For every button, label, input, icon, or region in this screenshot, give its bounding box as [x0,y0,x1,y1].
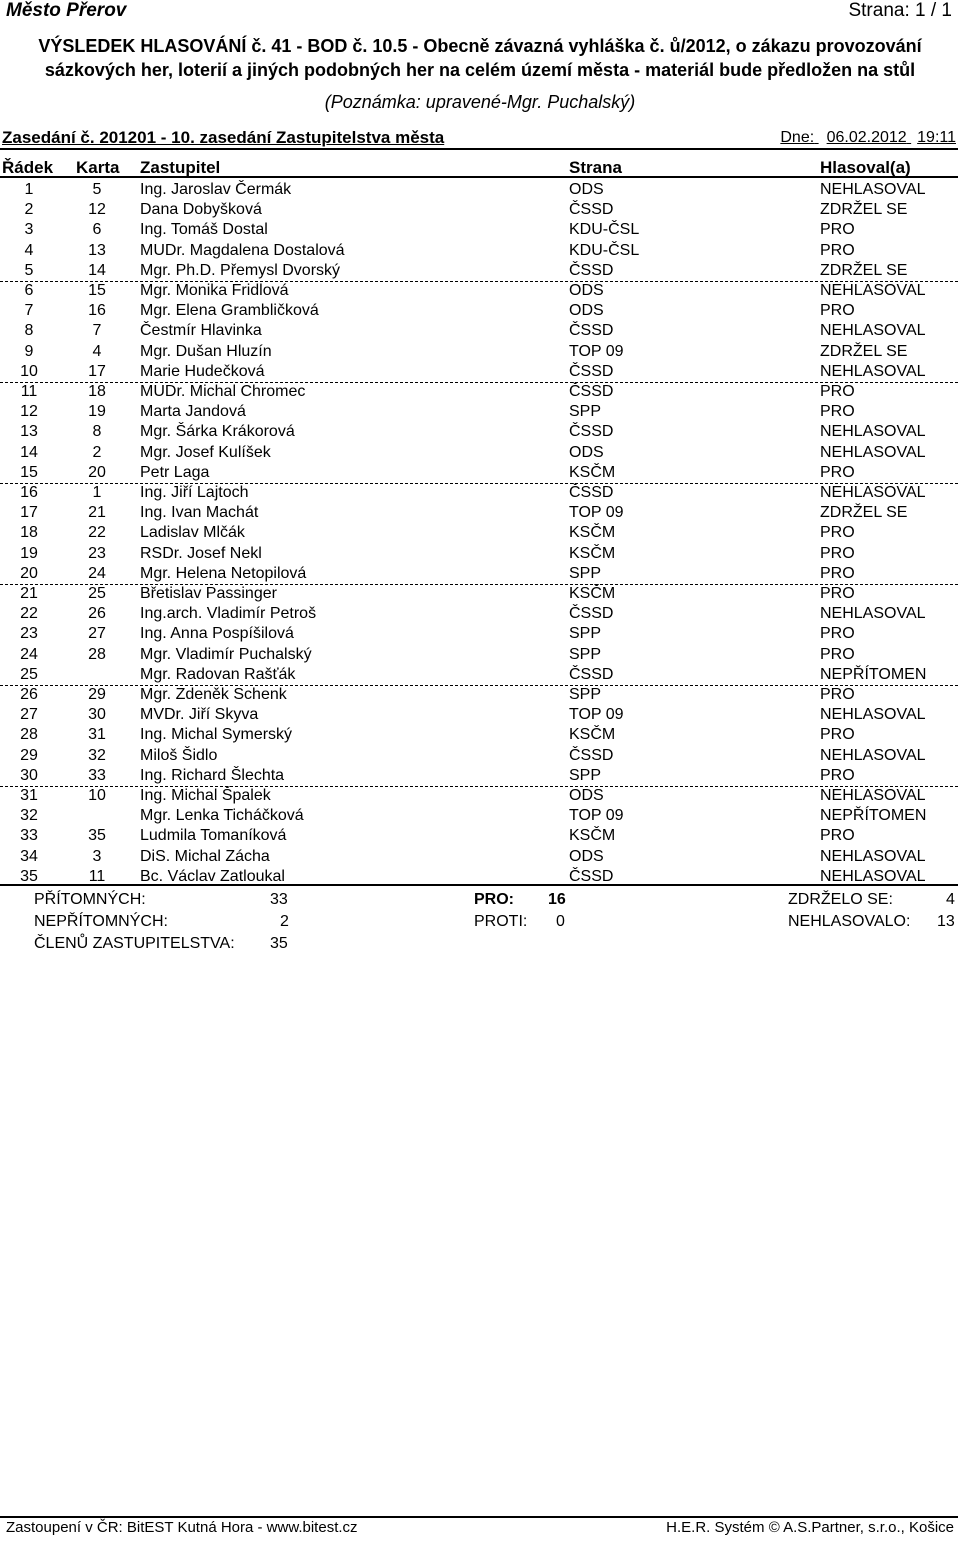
table-row [0,301,958,321]
representative-name: MUDr. Magdalena Dostalová [140,241,345,259]
vote: ZDRŽEL SE [820,201,908,219]
party: ODS [569,302,604,320]
party: TOP 09 [569,342,624,360]
party: ČSSD [569,746,614,764]
vote-note: (Poznámka: upravené-Mgr. Puchalský) [324,92,636,112]
table-row [0,443,958,463]
vote: PRO [820,686,855,703]
party: KSČM [569,544,616,562]
card-number: 2 [92,443,102,461]
representative-name: Mgr. Lenka Ticháčková [140,807,304,825]
party: KSČM [569,463,616,481]
vote: PRO [820,645,855,663]
party: SPP [569,564,602,582]
party: ODS [569,847,604,865]
card-number: 21 [88,504,106,522]
card-number: 15 [88,282,106,299]
date-value: 06.02.2012 [826,129,907,146]
pro-value: 16 [548,891,566,908]
table-row [0,342,958,362]
absent-label: NEPŘÍTOMNÝCH: [34,913,168,930]
table-row [0,241,958,261]
party: ČSSD [569,362,614,380]
party: SPP [569,686,602,703]
table-row [0,362,958,383]
document-title-line-2: sázkových her, loterií a jiných podobných her na celém území města - materiál bude předložen na stůl [44,60,916,80]
party: ČSSD [569,867,614,885]
vote: NEPŘÍTOMEN [820,665,927,683]
row-number: 19 [20,544,38,562]
representative-name: Břetislav Passinger [140,585,277,602]
table-row [0,281,958,301]
vote: NEHLASOVAL [820,443,926,461]
card-number: 8 [92,423,102,441]
proti-label: PROTI: [474,913,528,930]
representative-name: Marta Jandová [140,403,246,421]
vote: ZDRŽEL SE [820,261,908,279]
table-row [0,422,958,442]
document-title-line-1: VÝSLEDEK HLASOVÁNÍ č. 41 - BOD č. 10.5 - Obecně závazná vyhláška č. ů/2012, o zákazu provozování [38,36,922,56]
vote: PRO [820,625,855,643]
representative-name: Ing. Michal Špalek [140,787,271,804]
table-row [0,685,958,705]
table-row [0,261,958,282]
representative-name: Mgr. Šárka Krákorová [140,423,295,441]
representative-name: Mgr. Radovan Rašťák [140,665,296,683]
party: ČSSD [569,322,614,340]
row-number: 4 [24,241,34,259]
row-number: 22 [20,605,38,623]
row-number: 10 [20,362,38,380]
table-row [0,705,958,725]
vote: PRO [820,383,855,400]
vote: PRO [820,221,855,239]
card-number: 30 [88,706,106,724]
card-number: 3 [92,847,102,865]
table-row [0,746,958,766]
party: ČSSD [569,665,614,683]
footer-left: Zastoupení v ČR: BitEST Kutná Hora - www.bitest.cz [6,1519,358,1536]
card-number: 26 [88,605,106,623]
representative-name: Miloš Šidlo [140,746,218,764]
footer-right: H.E.R. Systém © A.S.Partner, s.r.o., Košice [666,1519,954,1536]
column-header-karta: Karta [76,158,120,177]
card-number: 27 [88,625,106,643]
meeting-title: Zasedání č. 201201 - 10. zasedání Zastupitelstva města [2,128,445,147]
vote: NEHLASOVAL [820,605,926,623]
card-number: 31 [88,726,106,744]
vote: NEHLASOVAL [820,322,926,340]
row-number: 1 [24,181,34,198]
card-number: 25 [88,585,106,602]
table-row [0,564,958,585]
card-number: 28 [88,645,106,663]
vote: PRO [820,302,855,320]
footer-rule [0,1516,958,1518]
party: ODS [569,787,604,804]
representative-name: Mgr. Elena Grambličková [140,302,319,320]
row-number: 14 [20,443,38,461]
row-number: 2 [24,201,34,219]
card-number: 4 [92,342,102,360]
card-number: 5 [92,181,102,198]
vote: PRO [820,827,855,845]
representative-name: Bc. Václav Zatloukal [140,867,285,885]
vote: PRO [820,564,855,582]
members-value: 35 [270,935,288,952]
representative-name: MUDr. Michal Chromec [140,383,306,400]
row-number: 28 [20,726,38,744]
row-number: 24 [20,645,38,663]
card-number: 22 [88,524,106,542]
party: ODS [569,282,604,299]
vote: PRO [820,463,855,481]
table-row [0,725,958,745]
row-number: 25 [20,665,38,683]
party: KDU-ČSL [569,241,640,259]
representative-name: Ing. Richard Šlechta [140,766,285,784]
time-value: 19:11 [917,129,956,146]
novote-label: NEHLASOVALO: [788,913,911,930]
column-header-rule [0,176,958,178]
vote: PRO [820,403,855,421]
vote: PRO [820,585,855,602]
vote: NEHLASOVAL [820,181,926,198]
organization-name: Město Přerov [6,0,127,21]
party: KSČM [569,726,616,744]
party: SPP [569,403,602,421]
vote: ZDRŽEL SE [820,504,908,522]
row-number: 21 [20,585,38,602]
pro-label: PRO: [474,891,514,908]
table-row [0,806,958,826]
present-label: PŘÍTOMNÝCH: [34,891,146,908]
row-number: 18 [20,524,38,542]
absent-value: 2 [280,913,289,930]
column-header-hlasoval: Hlasoval(a) [820,158,911,177]
vote: NEHLASOVAL [820,847,926,865]
novote-value: 13 [937,913,955,930]
party: ČSSD [569,605,614,623]
abstained-label: ZDRŽELO SE: [788,891,893,908]
table-row [0,503,958,523]
representative-name: Mgr. Helena Netopilová [140,564,307,582]
representative-name: Ing. Jaroslav Čermák [140,181,292,198]
representative-name: Mgr. Josef Kulíšek [140,443,271,461]
vote: NEHLASOVAL [820,362,926,380]
vote: NEHLASOVAL [820,867,926,885]
column-header-radek: Řádek [2,158,54,177]
row-number: 29 [20,746,38,764]
card-number: 7 [92,322,102,340]
column-header-zastupitel: Zastupitel [140,158,221,177]
representative-name: Ing. Jiří Lajtoch [140,484,249,501]
proti-value: 0 [556,913,565,930]
row-number: 9 [24,342,34,360]
row-number: 35 [20,867,38,885]
card-number: 1 [92,484,102,501]
page-number: Strana: 1 / 1 [848,0,952,21]
representative-name: Ludmila Tomaníková [140,827,287,845]
table-row [0,786,958,806]
representative-name: Marie Hudečková [140,362,265,380]
table-row [0,523,958,543]
row-number: 30 [20,766,38,784]
card-number: 16 [88,302,106,320]
card-number: 11 [88,867,106,885]
party: ČSSD [569,261,614,279]
table-row [0,544,958,564]
card-number: 32 [88,746,106,764]
table-row [0,463,958,484]
row-number: 3 [24,221,34,239]
row-number: 33 [20,827,38,845]
row-number: 11 [20,383,38,400]
row-number: 15 [20,463,38,481]
party: ČSSD [569,201,614,219]
row-number: 16 [20,484,38,501]
party: SPP [569,766,602,784]
card-number: 24 [88,564,106,582]
party: ČSSD [569,484,614,501]
table-row [0,220,958,240]
date-label: Dne: [780,129,815,146]
row-number: 5 [24,261,34,279]
table-row [0,604,958,624]
table-row [0,645,958,665]
table-row [0,624,958,644]
representative-name: Ing.arch. Vladimír Petroš [140,605,317,623]
party: TOP 09 [569,706,624,724]
party: KSČM [569,585,616,602]
party: KDU-ČSL [569,221,640,239]
card-number: 19 [88,403,106,421]
row-number: 32 [20,807,38,825]
party: KSČM [569,524,616,542]
card-number: 12 [88,201,106,219]
vote: ZDRŽEL SE [820,342,908,360]
card-number: 13 [88,241,106,259]
representative-name: MVDr. Jiří Skyva [140,706,259,724]
representative-name: Ing. Michal Symerský [140,726,293,744]
table-row [0,200,958,220]
abstained-value: 4 [946,891,955,908]
vote: PRO [820,544,855,562]
row-number: 7 [24,302,34,320]
table-row [0,584,958,604]
vote: NEHLASOVAL [820,484,926,501]
table-row [0,321,958,341]
vote: PRO [820,766,855,784]
card-number: 35 [88,827,106,845]
row-number: 27 [20,706,38,724]
vote: PRO [820,524,855,542]
row-number: 23 [20,625,38,643]
table-row [0,180,958,200]
vote: NEHLASOVAL [820,282,926,299]
representative-name: Mgr. Dušan Hluzín [140,342,272,360]
row-number: 12 [20,403,38,421]
members-label: ČLENŮ ZASTUPITELSTVA: [34,935,235,952]
representative-name: Dana Dobyšková [140,201,262,219]
row-number: 31 [20,787,38,804]
row-number: 6 [24,282,34,299]
vote: NEHLASOVAL [820,787,926,804]
card-number: 20 [88,463,106,481]
party: ODS [569,443,604,461]
party: TOP 09 [569,504,624,522]
row-number: 13 [20,423,38,441]
representative-name: Mgr. Vladimír Puchalský [140,645,312,663]
card-number: 18 [88,383,106,400]
header-rule [0,148,958,150]
present-value: 33 [270,891,288,908]
card-number: 33 [88,766,106,784]
vote: NEHLASOVAL [820,746,926,764]
card-number: 14 [88,261,106,279]
card-number: 17 [88,362,106,380]
table-row [0,766,958,787]
representative-name: Ladislav Mlčák [140,524,245,542]
party: SPP [569,625,602,643]
representative-name: Mgr. Zdeněk Schenk [140,686,287,703]
row-number: 34 [20,847,38,865]
row-number: 26 [20,686,38,703]
table-row [0,826,958,846]
representative-name: Ing. Tomáš Dostal [140,221,268,239]
table-row [0,665,958,686]
representative-name: RSDr. Josef Nekl [140,544,262,562]
representative-name: Petr Laga [140,463,210,481]
vote: NEPŘÍTOMEN [820,807,927,825]
vote: PRO [820,241,855,259]
vote: NEHLASOVAL [820,706,926,724]
row-number: 8 [24,322,34,340]
column-header-strana: Strana [569,158,622,177]
card-number: 29 [88,686,106,703]
table-row [0,483,958,503]
row-number: 17 [20,504,38,522]
party: ČSSD [569,423,614,441]
party: SPP [569,645,602,663]
vote: PRO [820,726,855,744]
party: ODS [569,181,604,198]
table-row [0,847,958,867]
representative-name: Ing. Ivan Machát [140,504,259,522]
party: KSČM [569,827,616,845]
party: ČSSD [569,383,614,400]
representative-name: Ing. Anna Pospíšilová [140,625,294,643]
row-number: 20 [20,564,38,582]
table-row [0,382,958,402]
table-end-rule [0,884,958,886]
card-number: 6 [92,221,102,239]
party: TOP 09 [569,807,624,825]
representative-name: Čestmír Hlavinka [140,322,262,340]
card-number: 23 [88,544,106,562]
representative-name: Mgr. Monika Fridlová [140,282,289,299]
table-row [0,402,958,422]
representative-name: Mgr. Ph.D. Přemysl Dvorský [140,261,341,279]
representative-name: DiS. Michal Zácha [140,847,270,865]
meeting-datetime [780,129,956,147]
card-number: 10 [88,787,106,804]
vote: NEHLASOVAL [820,423,926,441]
